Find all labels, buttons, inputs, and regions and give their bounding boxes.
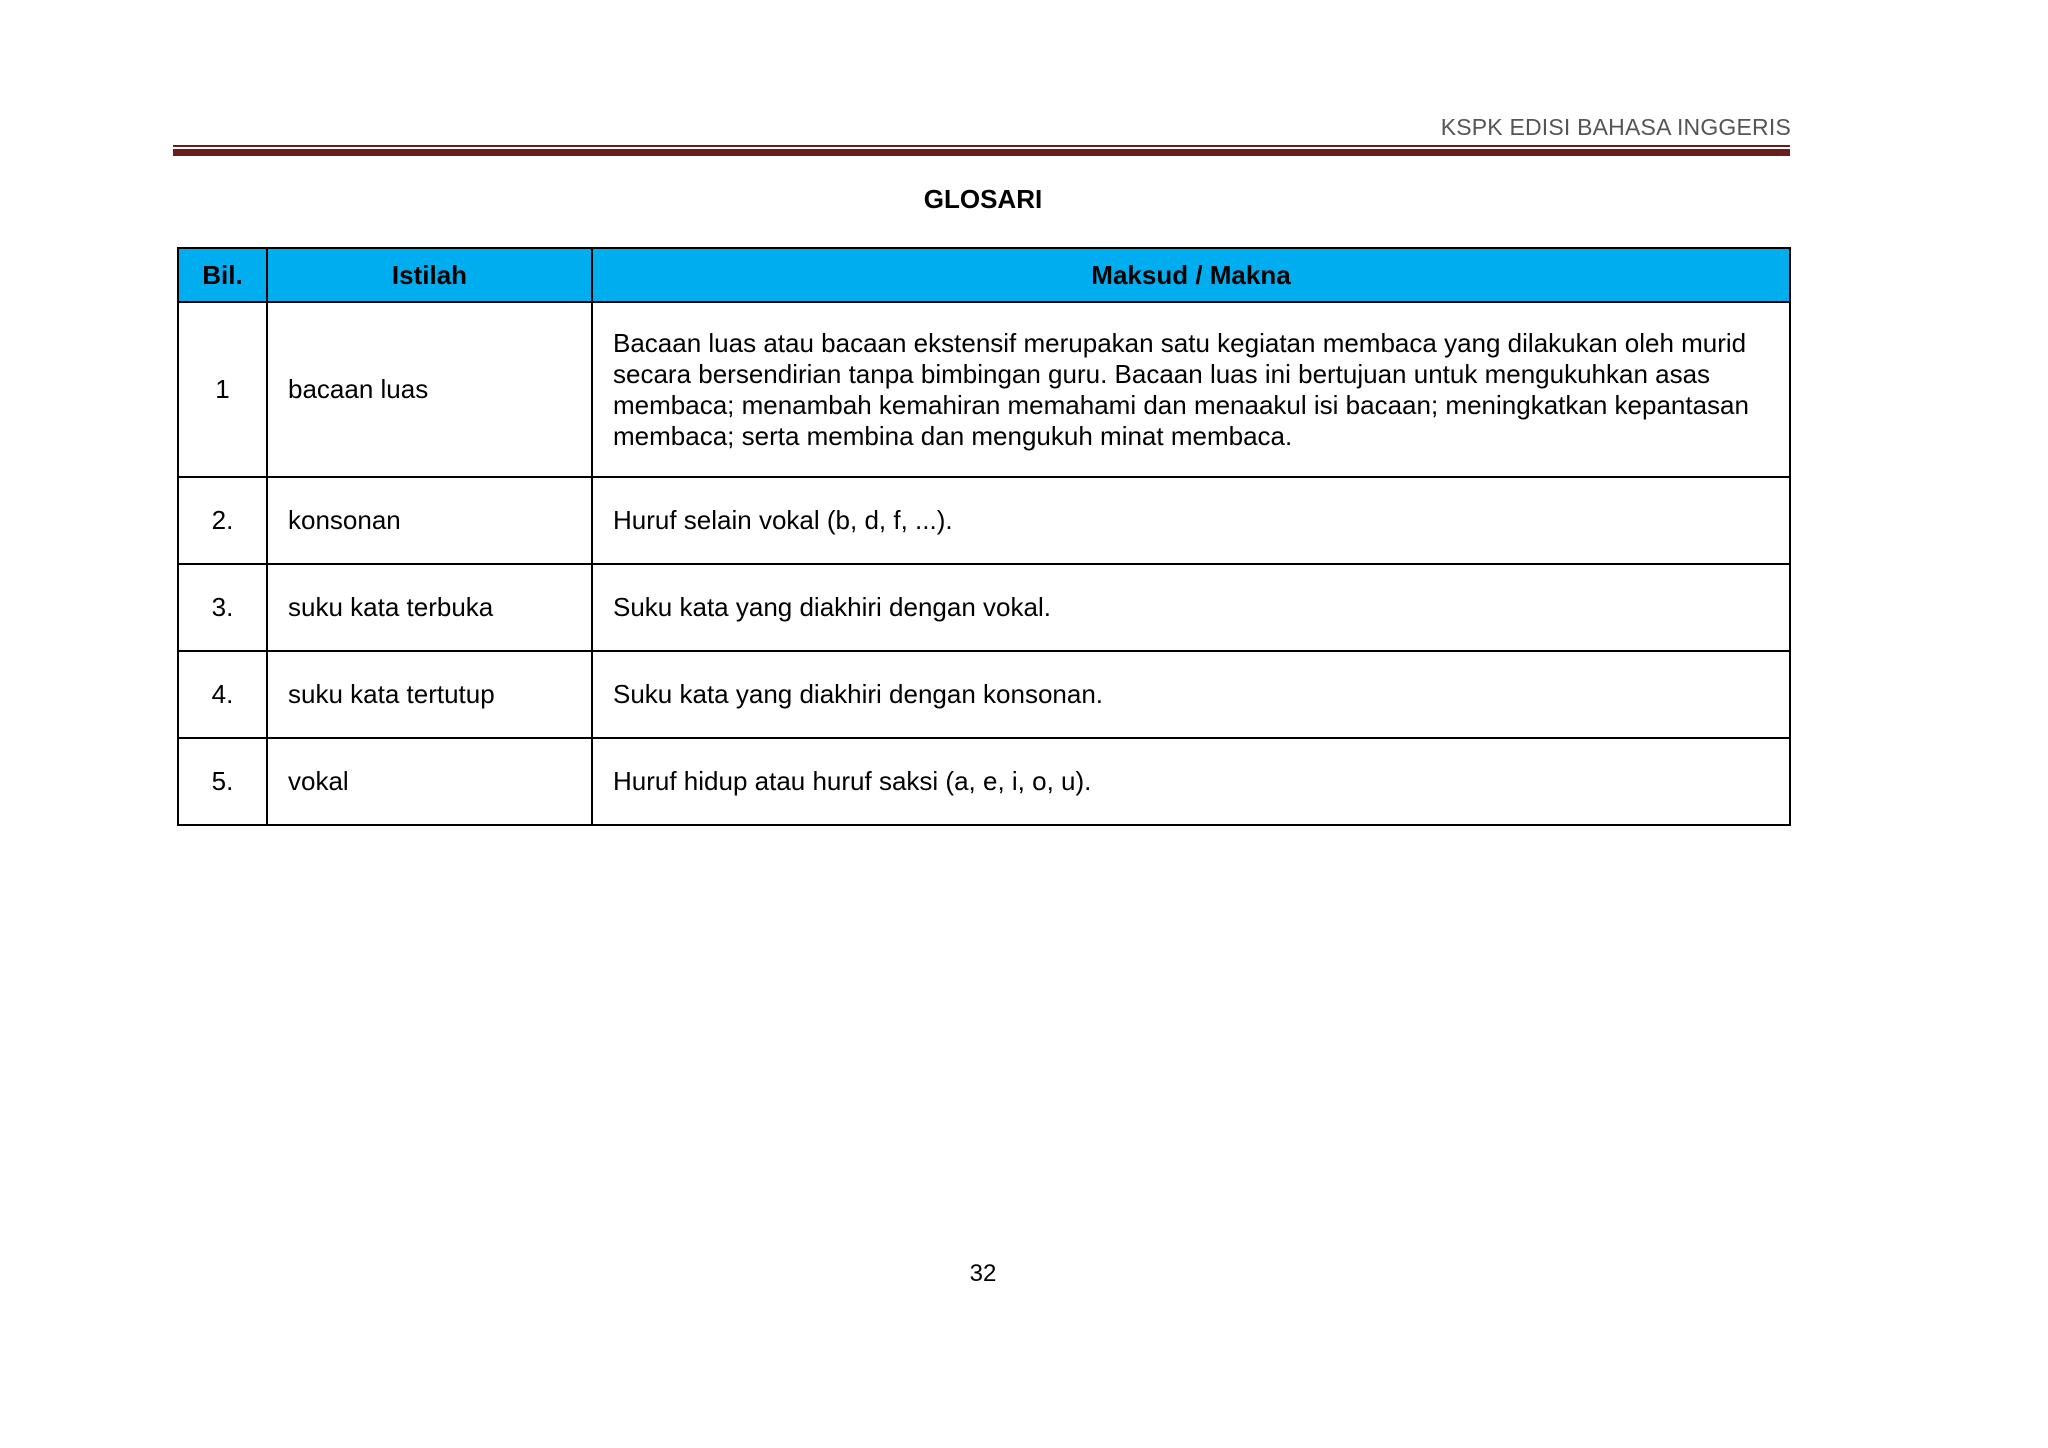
header-rule-thin [173,145,1790,147]
column-header-maksud: Maksud / Makna [592,248,1790,302]
row-meaning: Bacaan luas atau bacaan ekstensif merupakan satu kegiatan membaca yang dilakukan oleh murid secara bersendirian tanpa bimbingan guru. Bacaan luas ini bertujuan untuk mengukuhkan asas membaca; menambah kemahiran memahami dan menaakul isi bacaan; meningkatkan kepantasan membaca; serta membina dan mengukuh minat membaca. [592,302,1790,477]
row-term: vokal [267,738,592,825]
row-number: 2. [178,477,267,564]
row-meaning: Huruf selain vokal (b, d, f, ...). [592,477,1790,564]
row-number: 3. [178,564,267,651]
row-number: 4. [178,651,267,738]
running-header: KSPK EDISI BAHASA INGGERIS [1440,114,1791,140]
row-term: bacaan luas [267,302,592,477]
row-meaning: Suku kata yang diakhiri dengan vokal. [592,564,1790,651]
column-header-istilah: Istilah [267,248,592,302]
table-row [178,564,1790,651]
header-rule-thick [173,149,1790,156]
row-meaning: Huruf hidup atau huruf saksi (a, e, i, o, u). [592,738,1790,825]
row-number: 1 [178,302,267,477]
table-row [178,738,1790,825]
glossary-table [177,247,1791,826]
table-header-row [178,248,1790,302]
table-row [178,477,1790,564]
page-number: 32 [969,1260,997,1287]
row-term: konsonan [267,477,592,564]
row-term: suku kata terbuka [267,564,592,651]
row-number: 5. [178,738,267,825]
column-header-bil: Bil. [178,248,267,302]
table-row [178,302,1790,477]
page-title: GLOSARI [923,184,1043,214]
row-meaning: Suku kata yang diakhiri dengan konsonan. [592,651,1790,738]
table-row [178,651,1790,738]
row-term: suku kata tertutup [267,651,592,738]
